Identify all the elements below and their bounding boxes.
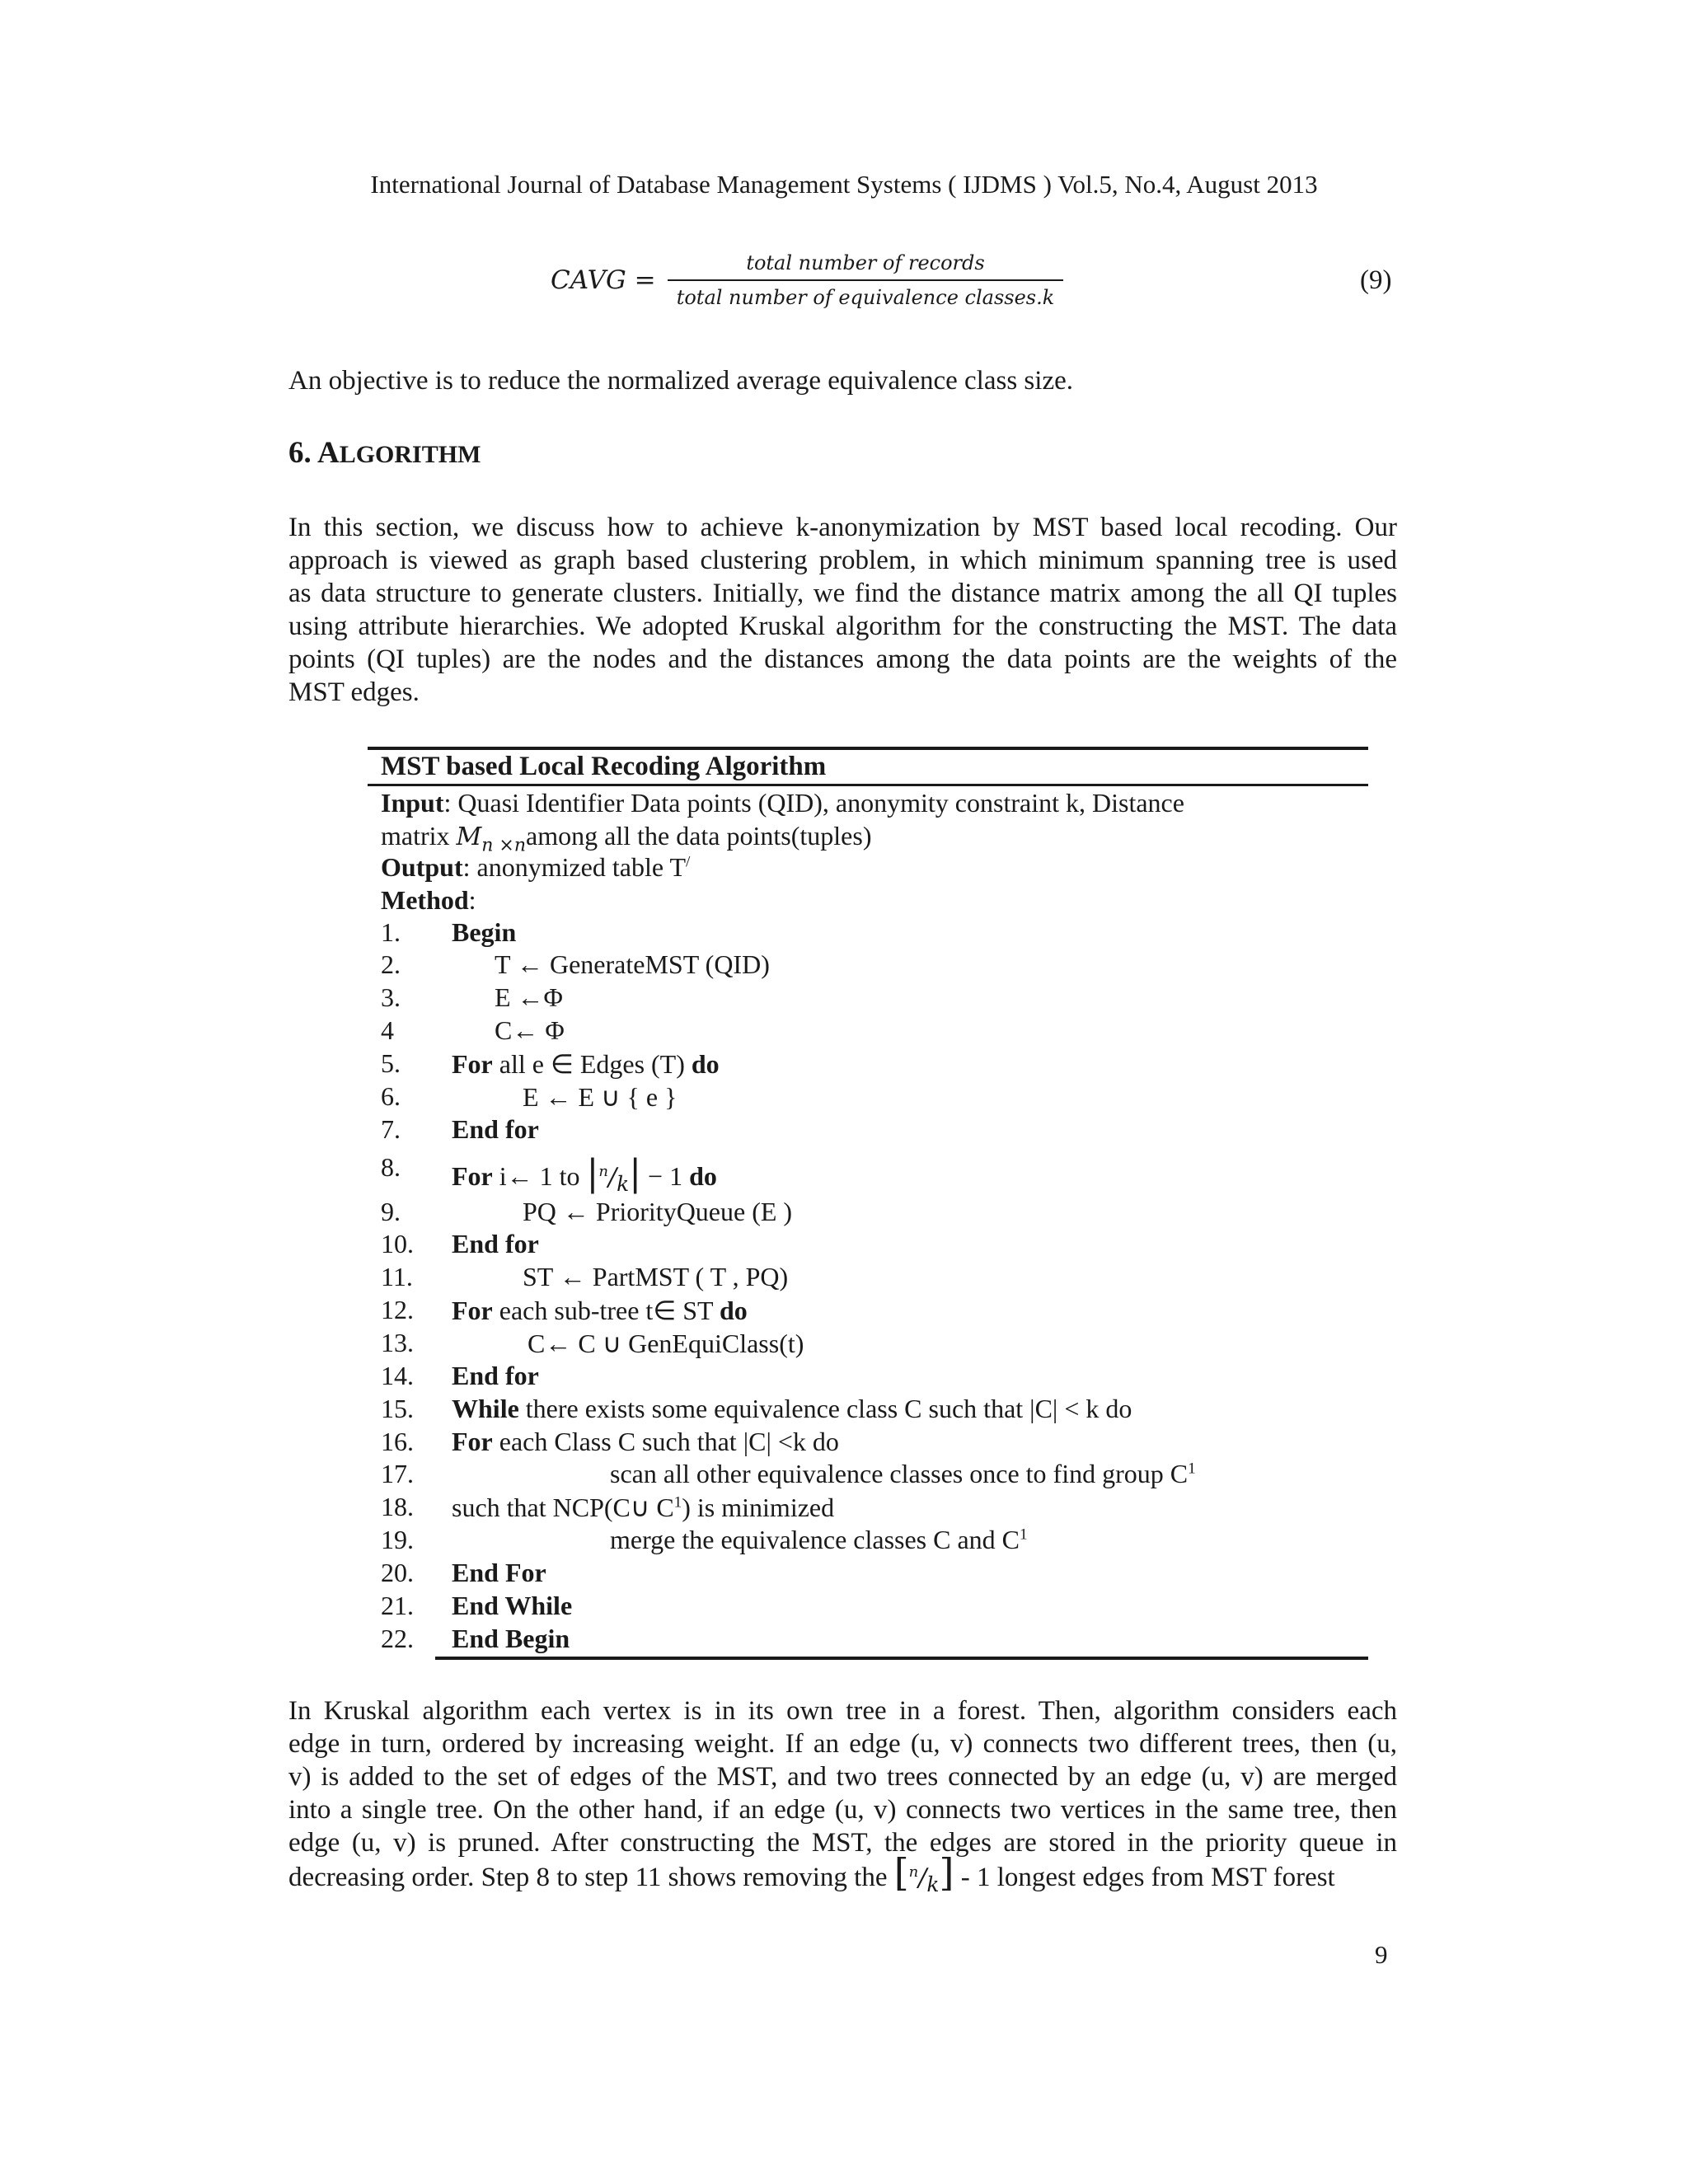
equation-lhs: CAVG =	[551, 265, 656, 295]
step-superscript: 1	[1020, 1526, 1028, 1544]
step-content	[452, 1394, 1132, 1424]
step-keyword: End Begin	[452, 1624, 570, 1653]
step-number: 12.	[381, 1295, 414, 1324]
input-text: : Quasi Identifier Data points (QID), anonymity constraint k, Distance	[443, 788, 1184, 818]
step-keyword: For	[452, 1296, 493, 1325]
step-keyword: For	[452, 1427, 493, 1456]
algorithm-matrix	[381, 821, 871, 855]
algorithm-method	[381, 885, 476, 916]
step-text: such that NCP(C∪ C	[452, 1493, 674, 1522]
step-keyword: End for	[452, 1361, 539, 1390]
step-text: E ← E ∪ { e }	[523, 1082, 678, 1112]
step-number: 22.	[381, 1624, 414, 1653]
matrix-prefix: matrix	[381, 821, 450, 851]
step-keyword: For	[452, 1049, 493, 1079]
kruskal-line: into a single tree. On the other hand, if an edge (u, v) connects two vertices in the same tree, then	[288, 1795, 1397, 1825]
step-number: 21.	[381, 1591, 414, 1620]
algorithm-top-rule	[368, 747, 1368, 750]
kruskal-last-line	[288, 1850, 1397, 1901]
equation-denominator: total number of equivalence classes.k	[676, 286, 1055, 309]
step-content	[452, 1152, 717, 1196]
floor-fraction: $|^n/_k|$	[586, 1152, 642, 1196]
step-content	[452, 1492, 834, 1523]
algorithm-input	[381, 788, 1184, 818]
step-text: C← Φ	[495, 1015, 565, 1045]
intro-line: points (QI tuples) are the nodes and the distances among the data points are the weights of the	[288, 644, 1397, 674]
ceil-fraction: $[^n/_k]$	[893, 1850, 954, 1896]
matrix-suffix: among all the data points(tuples)	[526, 821, 872, 851]
step-keyword-do: do	[719, 1296, 748, 1325]
intro-line: as data structure to generate clusters. Initially, we find the distance matrix among the all QI tuples	[288, 579, 1397, 608]
step-number: 18.	[381, 1492, 414, 1521]
step-text: merge the equivalence classes C and C	[610, 1525, 1020, 1554]
section-title-rest: LGORITHM	[339, 441, 481, 468]
fraction-k: k	[926, 1872, 940, 1896]
equation-fraction	[668, 251, 1063, 309]
intro-line: In this section, we discuss how to achieve k-anonymization by MST based local recoding. Our	[288, 513, 1397, 542]
step-keyword: Begin	[452, 917, 517, 947]
step-number: 11.	[381, 1262, 413, 1291]
step-number: 6.	[381, 1081, 401, 1111]
section-number: 6.	[288, 436, 312, 470]
step-text: there exists some equivalence class C such that |C| < k do	[518, 1394, 1132, 1423]
matrix-subscript: n ×n	[481, 835, 527, 856]
step-superscript: 1	[1188, 1460, 1196, 1478]
intro-paragraph	[288, 511, 1397, 709]
equation-numerator: total number of records	[746, 251, 985, 274]
step-number: 8.	[381, 1152, 401, 1182]
section-title-cap: A	[316, 436, 340, 470]
step-number: 4	[381, 1015, 394, 1045]
step-number: 9.	[381, 1197, 401, 1226]
step-number: 10.	[381, 1229, 414, 1258]
method-colon: :	[468, 885, 476, 915]
step-number: 5.	[381, 1048, 401, 1078]
section-heading	[288, 435, 481, 471]
step-number: 7.	[381, 1114, 401, 1144]
kruskal-line: edge (u, v) is pruned. After constructing the MST, the edges are stored in the priority queue in	[288, 1828, 1397, 1858]
algorithm-title: MST based Local Recoding Algorithm	[381, 752, 827, 781]
kruskal-line: edge in turn, ordered by increasing weight. If an edge (u, v) connects two different trees, then (u,	[288, 1729, 1397, 1759]
last-line-after: - 1 longest edges from MST forest	[960, 1863, 1335, 1892]
fraction-n: n	[598, 1163, 608, 1180]
step-text: T ← GenerateMST (QID)	[495, 949, 770, 979]
kruskal-line: In Kruskal algorithm each vertex is in its own tree in a forest. Then, algorithm considers each	[288, 1696, 1397, 1726]
step-keyword-do: do	[691, 1049, 720, 1079]
step-number: 3.	[381, 982, 401, 1012]
step-text: scan all other equivalence classes once to find group C	[610, 1459, 1189, 1488]
step-text: PQ ← PriorityQueue (E )	[523, 1197, 793, 1226]
method-label: Method	[381, 885, 469, 915]
step-number: 1.	[381, 917, 401, 947]
output-superscript: /	[686, 853, 691, 871]
fraction-n: n	[908, 1863, 919, 1881]
step-text: each sub-tree t∈ ST	[492, 1296, 720, 1325]
running-header: International Journal of Database Management Systems ( IJDMS ) Vol.5, No.4, August 2013	[370, 170, 1318, 199]
step-text: C← C ∪ GenEquiClass(t)	[528, 1329, 804, 1358]
equation-number: (9)	[1360, 265, 1392, 295]
fraction-k: k	[617, 1172, 630, 1196]
step-keyword: End for	[452, 1114, 539, 1144]
step-keyword: While	[452, 1394, 519, 1423]
output-label: Output	[381, 852, 463, 882]
step-number: 20.	[381, 1558, 414, 1587]
step-superscript: 1	[673, 1493, 682, 1511]
step-content	[452, 1048, 720, 1080]
step-content	[452, 1427, 839, 1457]
step-keyword: For	[452, 1161, 493, 1191]
page-number: 9	[1375, 1940, 1388, 1969]
step-content	[610, 1459, 1196, 1489]
step-number: 17.	[381, 1459, 414, 1488]
intro-line: using attribute hierarchies. We adopted Kruskal algorithm for the constructing the MST. The data	[288, 612, 1397, 641]
kruskal-paragraph	[288, 1694, 1397, 1859]
last-line-before: decreasing order. Step 8 to step 11 shows removing the	[288, 1863, 888, 1892]
step-content	[452, 1295, 748, 1326]
intro-line: MST edges.	[288, 677, 420, 707]
step-text: all e ∈ Edges (T)	[492, 1049, 692, 1079]
step-text: ST ← PartMST ( T , PQ)	[523, 1262, 789, 1291]
step-text: E ←Φ	[495, 982, 563, 1012]
intro-line: approach is viewed as graph based clustering problem, in which minimum spanning tree is used	[288, 546, 1397, 575]
matrix-symbol: M	[456, 823, 482, 851]
step-text-after: − 1	[641, 1161, 690, 1191]
step-keyword: End for	[452, 1229, 539, 1258]
step-content	[610, 1525, 1028, 1555]
step-number: 19.	[381, 1525, 414, 1554]
input-label: Input	[381, 788, 444, 818]
step-keyword: End For	[452, 1558, 546, 1587]
step-number: 14.	[381, 1361, 414, 1390]
step-text-after: ) is minimized	[682, 1493, 835, 1522]
step-number: 16.	[381, 1427, 414, 1456]
algorithm-title-rule	[368, 784, 1368, 786]
step-keyword: End While	[452, 1591, 573, 1620]
step-number: 2.	[381, 949, 401, 979]
algorithm-output	[381, 852, 690, 883]
step-text: i← 1 to	[492, 1161, 587, 1191]
step-keyword-do: do	[689, 1161, 717, 1191]
objective-text: An objective is to reduce the normalized average equivalence class size.	[288, 366, 1073, 396]
kruskal-line: v) is added to the set of edges of the MST, and two trees connected by an edge (u, v) are merged	[288, 1762, 1397, 1792]
algorithm-bottom-rule	[435, 1657, 1368, 1660]
step-text: each Class C such that |C| <k do	[492, 1427, 839, 1456]
step-number: 13.	[381, 1328, 414, 1357]
objective-paragraph	[288, 364, 1397, 397]
output-text: : anonymized table T	[462, 852, 687, 882]
step-number: 15.	[381, 1394, 414, 1423]
